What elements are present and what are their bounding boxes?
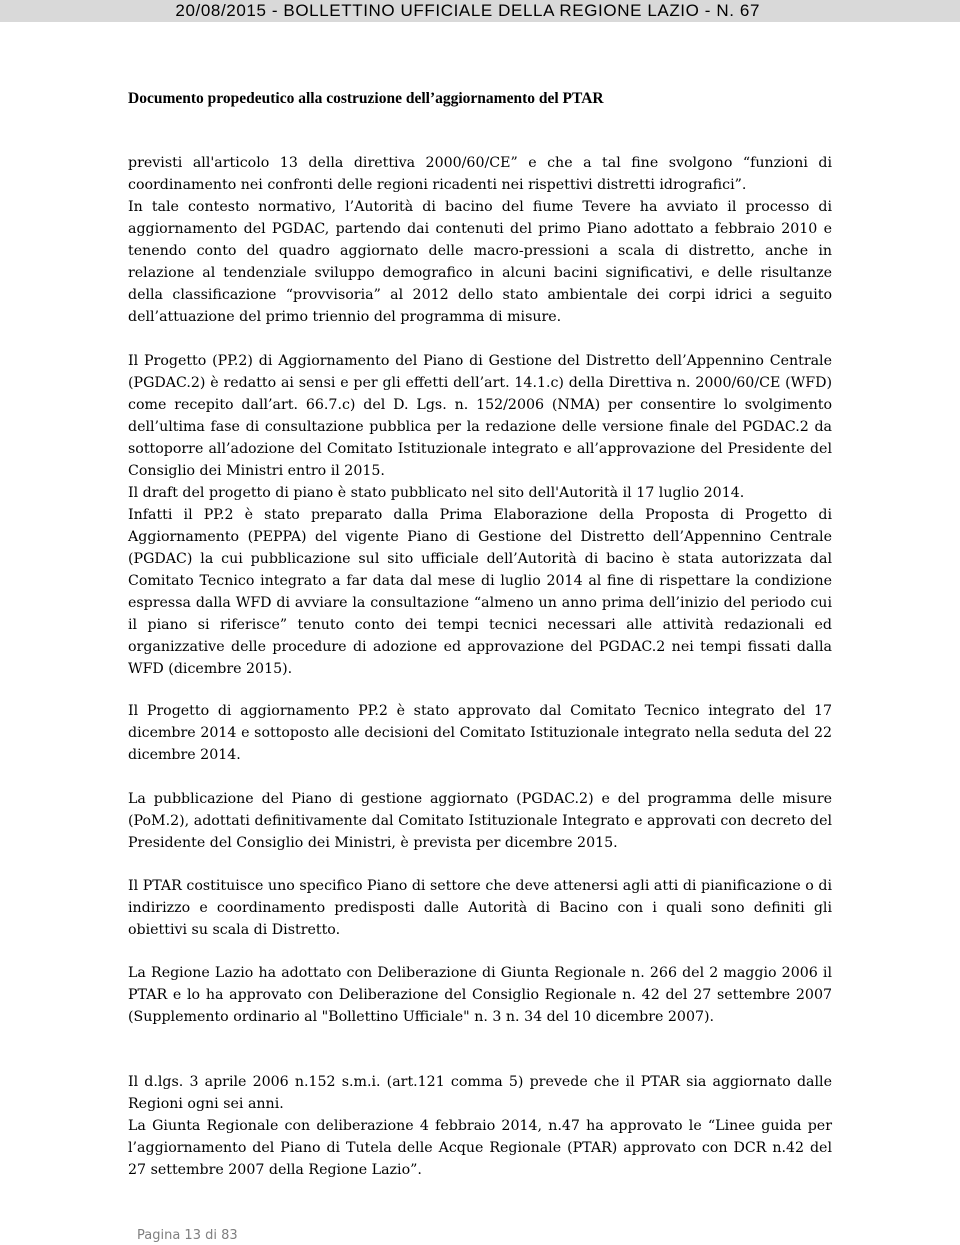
text-block-7 xyxy=(128,1071,832,1181)
paragraph-continuation: previsti all'articolo 13 della direttiva 2000/60/CE” e che a tal fine svolgono “funzioni di coordinamento nei confronti delle regioni ricadenti nei rispettivi distretti idrografici”. xyxy=(128,155,832,193)
text-block-2 xyxy=(128,350,832,680)
text-block-1 xyxy=(128,152,832,328)
page-number: Pagina 13 di 83 xyxy=(137,1228,238,1243)
bulletin-header: 20/08/2015 - BOLLETTINO UFFICIALE DELLA REGIONE LAZIO - N. 67 xyxy=(175,1,760,20)
paragraph-giunta: La Giunta Regionale con deliberazione 4 febbraio 2014, n.47 ha approvato le “Linee guida per l’aggiornamento del Piano di Tutela delle Acque Regionale (PTAR) approvato con DCR n.42 del 27 settembre 2007 della Regione Lazio”. xyxy=(128,1118,832,1178)
paragraph-ptar: Il PTAR costituisce uno specifico Piano di settore che deve attenersi agli atti di pianificazione o di indirizzo e coordinamento predisposti dalle Autorità di Bacino con i quali sono definiti gli obiettivi su scala di Distretto. xyxy=(128,878,832,938)
paragraph-context: In tale contesto normativo, l’Autorità di bacino del fiume Tevere ha avviato il processo di aggiornamento del PGDAC, partendo dai contenuti del primo Piano adottato a febbraio 2010 e tenendo conto del quadro aggiornato delle macro-pressioni a scala di distretto, anche in relazione al tendenziale sviluppo demografico in alcuni bacini significativi, e delle risultanze della classificazione “provvisoria” al 2012 dello stato ambientale dei corpi idrici a seguito dell’attuazione del primo triennio del programma di misure. xyxy=(128,199,832,325)
text-block-6 xyxy=(128,962,832,1028)
text-block-4 xyxy=(128,788,832,854)
paragraph-draft: Il draft del progetto di piano è stato pubblicato nel sito dell'Autorità il 17 luglio 2014. xyxy=(128,485,745,501)
text-block-3 xyxy=(128,700,832,766)
paragraph-dlgs: Il d.lgs. 3 aprile 2006 n.152 s.m.i. (art.121 comma 5) prevede che il PTAR sia aggiornato dalle Regioni ogni sei anni. xyxy=(128,1074,832,1112)
paragraph-progetto: Il Progetto (PP.2) di Aggiornamento del Piano di Gestione del Distretto dell’Appennino Centrale (PGDAC.2) è redatto ai sensi e per gli effetti dell’art. 14.1.c) della Direttiva n. 2000/60/CE (WFD) come recepito dall’art. 66.7.c) del D. Lgs. n. 152/2006 (NMA) per consentire lo svolgimento dell’ultima fase di consultazione pubblica per la redazione delle versione finale del PGDAC.2 da sottoporre all’adozione del Comitato Istituzionale integrato e all’approvazione del Presidente del Consiglio dei Ministri entro il 2015. xyxy=(128,353,832,479)
document-title: Documento propedeutico alla costruzione dell’aggiornamento del PTAR xyxy=(128,90,604,107)
text-block-5 xyxy=(128,875,832,941)
paragraph-pubblicazione: La pubblicazione del Piano di gestione aggiornato (PGDAC.2) e del programma delle misure (PoM.2), adottati definitivamente dal Comitato Istituzionale Integrato e approvati con decreto del Presidente del Consiglio dei Ministri, è prevista per dicembre 2015. xyxy=(128,791,832,851)
paragraph-infatti: Infatti il PP.2 è stato preparato dalla Prima Elaborazione della Proposta di Progetto di Aggiornamento (PEPPA) del vigente Piano di Gestione del Distretto dell’Appennino Centrale (PGDAC) la cui pubblicazione sul sito ufficiale dell’Autorità di bacino è stata autorizzata dal Comitato Tecnico integrato a far data dal mese di luglio 2014 al fine di rispettare la condizione espressa dalla WFD di avviare la consultazione “almeno un anno prima dell’inizio del periodo cui il piano si riferisce” tenuto conto dei tempi tecnici necessari alle attività redazionali ed organizzative delle procedure di adozione ed approvazione del PGDAC.2 nei tempi fissati dalla WFD (dicembre 2015). xyxy=(128,507,832,677)
paragraph-approvato: Il Progetto di aggiornamento PP.2 è stato approvato dal Comitato Tecnico integrato del 17 dicembre 2014 e sottoposto alle decisioni del Comitato Istituzionale integrato nella seduta del 22 dicembre 2014. xyxy=(128,703,832,763)
paragraph-regione: La Regione Lazio ha adottato con Deliberazione di Giunta Regionale n. 266 del 2 maggio 2006 il PTAR e lo ha approvato con Deliberazione del Consiglio Regionale n. 42 del 27 settembre 2007 (Supplemento ordinario al "Bollettino Ufficiale" n. 3 n. 34 del 10 dicembre 2007). xyxy=(128,965,832,1025)
header-bar xyxy=(0,0,960,22)
